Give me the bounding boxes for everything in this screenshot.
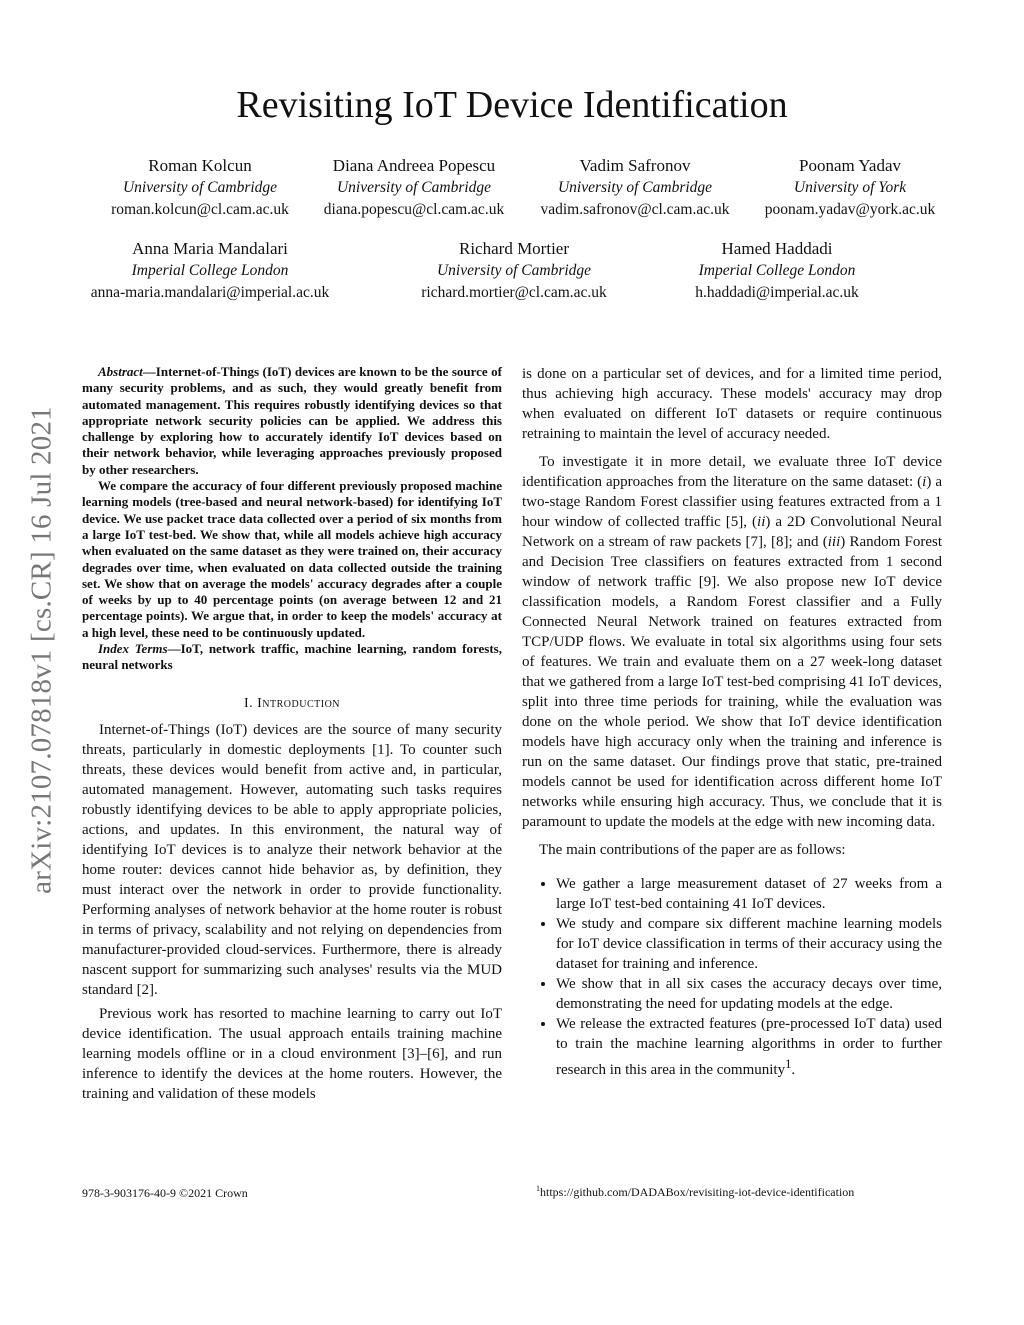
author-name: Poonam Yadav <box>798 156 901 175</box>
section-title: Introduction <box>257 695 341 711</box>
copyright-line: 978-3-903176-40-9 ©2021 Crown <box>82 1186 248 1200</box>
author-email[interactable]: diana.popescu@cl.cam.ac.uk <box>323 201 505 218</box>
author-name: Vadim Safronov <box>579 156 691 175</box>
index-terms: —IoT, network traffic, machine learning, random forests, neural networks <box>82 641 502 673</box>
text-run: ) a two-stage Random Forest classifier using features extracted from a 1 hour window of collected traffic [5], ( <box>522 474 942 530</box>
author-email[interactable]: h.haddadi@imperial.ac.uk <box>695 284 859 301</box>
arxiv-stamp: arXiv:2107.07818v1 [cs.CR] 16 Jul 2021 <box>25 406 58 894</box>
text-run: iii <box>827 534 841 550</box>
author-name: Roman Kolcun <box>148 156 252 175</box>
author-affiliation: University of Cambridge <box>436 262 592 279</box>
author-email[interactable]: roman.kolcun@cl.cam.ac.uk <box>111 201 289 218</box>
footnote <box>536 1184 854 1200</box>
author-block <box>647 238 907 304</box>
list-item: • We study and compare six different machine learning models for IoT device classification in terms of their accuracy using the dataset for training and inference. <box>556 914 942 974</box>
left-column <box>82 364 502 1104</box>
text-run: i <box>922 474 927 490</box>
right-column <box>522 364 942 1080</box>
text-run: We release the extracted features (pre-processed IoT data) used to train the machine learning algorithms in order to further research in this area in the community <box>556 1016 942 1078</box>
list-item <box>556 1014 942 1080</box>
text-run: ) Random Forest and Decision Tree classifiers on features extracted from 1 second window of network traffic [9]. We also propose new IoT device classification models, a Random Forest classifier and a Fully Connected Neural Network trained on features extracted from TCP/UDP flows. We evaluate in total six algorithms using four sets of features. We train and evaluate them on a 27 week-long dataset that we gathered from a large IoT test-bed comprising 41 IoT devices, split into three time periods for training, while the evaluation was done on the whole period. We show that IoT device identification models have high accuracy only when the training and inference is run on the same dataset. Our findings prove that static, pre-trained models cannot be used for identification across different home IoT networks while ensuring high accuracy. Thus, we conclude that it is paramount to update the models at the edge with new incoming data. <box>522 534 942 830</box>
text-run: ) a 2D Convolutional Neural Network on a stream of raw packets [7], [8]; and ( <box>522 514 942 550</box>
author-name: Anna Maria Mandalari <box>132 239 288 258</box>
author-affiliation: Imperial College London <box>698 262 856 279</box>
body-paragraph: Internet-of-Things (IoT) devices are the source of many security threats, particularly in domestic deployments [1]. To counter such threats, these devices would benefit from active and, in particular, automated management. However, automating such tasks requires robustly identifying devices to be able to apply appropriate policies, actions, and updates. In this environment, the natural way of identifying IoT devices is to analyze their network behavior at the home router: devices cannot hide behavior as, by definition, they must interact over the network in order to provide functionality. Performing analyses of network behavior at the home router is robust in terms of privacy, scalability and not relying on dependencies from manufacturer-provided cloud-services. Furthermore, there is already nascent support for summarizing such analyses' results via the MUD standard [2]. <box>82 721 502 998</box>
abstract-label: Abstract <box>98 364 143 379</box>
author-name: Richard Mortier <box>459 239 569 258</box>
author-name: Diana Andreea Popescu <box>332 156 496 175</box>
abstract-text: —Internet-of-Things (IoT) devices are known to be the source of many security problems, and as such, they would greatly benefit from automated management. This requires robustly identifying devices so that appropriate network security policies can be applied. We address this challenge by exploring how to accurately identify IoT devices based on their network behavior, while leveraging approaches previously proposed by other researchers. <box>82 364 502 477</box>
author-email[interactable]: poonam.yadav@york.ac.uk <box>764 201 936 218</box>
paper-title: Revisiting IoT Device Identification <box>236 84 788 126</box>
author-email[interactable]: anna-maria.mandalari@imperial.ac.uk <box>90 284 330 301</box>
contributions-list <box>522 874 942 1080</box>
author-affiliation: University of Cambridge <box>122 179 278 196</box>
abstract <box>82 364 502 674</box>
author-block <box>720 155 980 221</box>
footnote-link[interactable]: https://github.com/DADABox/revisiting-iot-device-identification <box>540 1185 855 1199</box>
author-affiliation: University of Cambridge <box>336 179 492 196</box>
author-affiliation: Imperial College London <box>131 262 289 279</box>
abstract-text: We compare the accuracy of four different previously proposed machine learning models (tree-based and neural network-based) for identifying IoT device. We use packet trace data collected over a period of six months from a large IoT test-bed. We show that, while all models achieve high accuracy when evaluated on the same dataset as they were trained on, their accuracy degrades over time, when evaluated on data collected outside the training set. We show that on average the models' accuracy degrades after a couple of weeks by up to 40 percentage points (on average between 12 and 21 percentage points). We argue that, in order to keep the models' accuracy at a high level, these need to be continuously updated. <box>82 478 502 640</box>
footnote-ref[interactable]: 1 <box>785 1057 792 1071</box>
author-name: Hamed Haddadi <box>721 239 833 258</box>
author-block <box>384 238 644 304</box>
index-terms-label: Index Terms <box>98 641 168 657</box>
section-heading <box>82 694 502 714</box>
text-run: ii <box>757 514 766 530</box>
author-affiliation: University of York <box>793 179 907 196</box>
body-paragraph: is done on a particular set of devices, and for a limited time period, thus achieving high accuracy. These models' accuracy may drop when evaluated on different IoT datasets or require continuous retraining to maintain the level of accuracy needed. <box>522 366 942 442</box>
author-affiliation: University of Cambridge <box>557 179 713 196</box>
list-item: • We show that in all six cases the accuracy decays over time, demonstrating the need for updating models at the edge. <box>556 974 942 1014</box>
author-block <box>70 238 350 304</box>
body-paragraph <box>522 452 942 832</box>
body-paragraph: The main contributions of the paper are as follows: <box>539 842 846 858</box>
section-number: I. <box>243 695 254 711</box>
list-item: • We gather a large measurement dataset of 27 weeks from a large IoT test-bed containing 41 IoT devices. <box>556 874 942 914</box>
author-email[interactable]: vadim.safronov@cl.cam.ac.uk <box>540 201 730 218</box>
body-paragraph: Previous work has resorted to machine learning to carry out IoT device identification. The usual approach entails training machine learning models offline or in a cloud environment [3]–[6], and run inference to identify the devices at the home routers. However, the training and validation of these models <box>82 1005 502 1102</box>
author-email[interactable]: richard.mortier@cl.cam.ac.uk <box>421 284 607 301</box>
text-run: To investigate it in more detail, we evaluate three IoT device identification approaches from the literature on the same dataset: ( <box>522 454 942 490</box>
text-run: . <box>791 1062 796 1078</box>
footnote-mark: 1 <box>536 1184 540 1193</box>
